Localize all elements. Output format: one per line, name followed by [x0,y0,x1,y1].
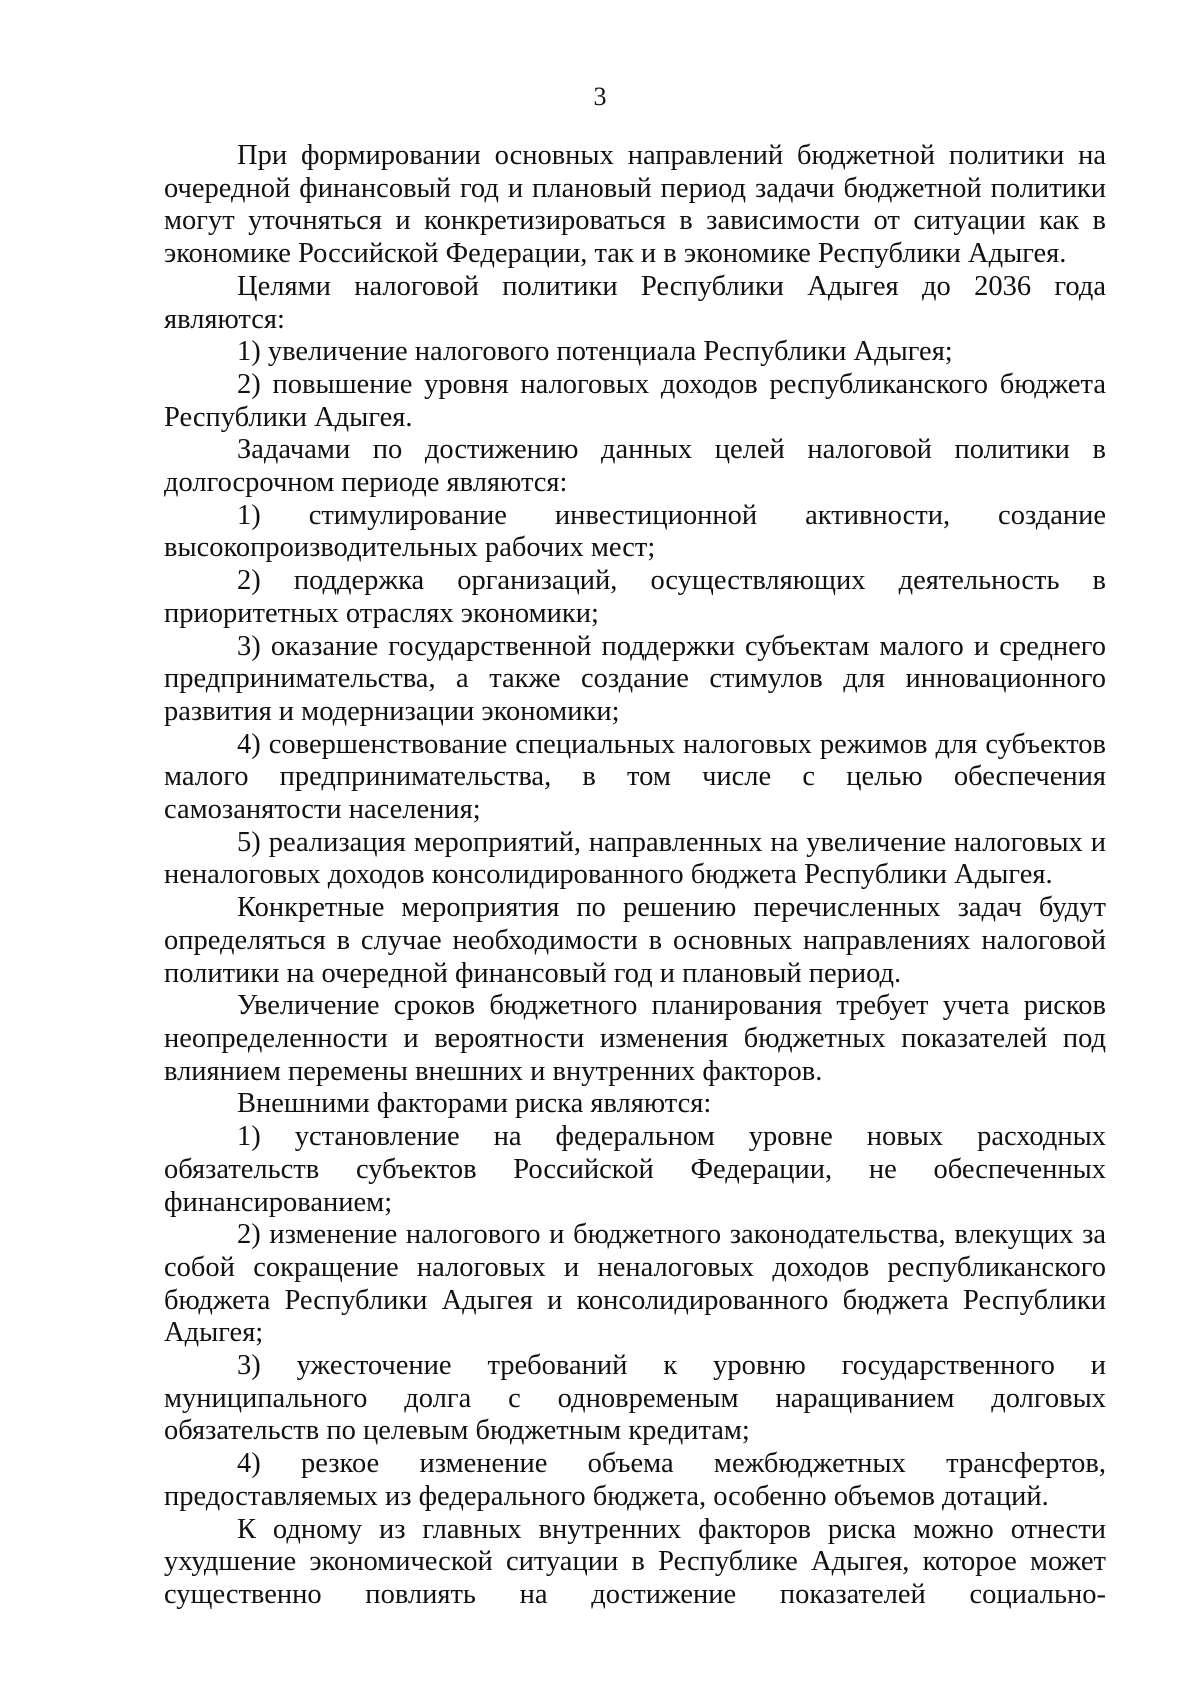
paragraph-specific-measures: Конкретные мероприятия по решению перечисленных задач будут определяться в случае необходимости в основных направлениях налоговой политики на очередной финансовый год и плановый период. [164,892,1106,989]
external-risk-item-1: 1) установление на федеральном уровне новых расходных обязательств субъектов Российской Федерации, не обеспеченных финансированием; [164,1121,1106,1218]
task-item-4: 4) совершенствование специальных налоговых режимов для субъектов малого предпринимательства, в том числе с целью обеспечения самозанятости населения; [164,728,1106,826]
paragraph-tasks-intro: Задачами по достижению данных целей налоговой политики в долгосрочном периоде являются: [164,434,1106,499]
task-item-5: 5) реализация мероприятий, направленных на увеличение налоговых и неналоговых доходов консолидированного бюджета Республики Адыгея. [164,826,1106,891]
paragraph-planning-risks: Увеличение сроков бюджетного планирования требует учета рисков неопределенности и вероятности изменения бюджетных показателей под влиянием перемены внешних и внутренних факторов. [164,990,1106,1087]
paragraph-tax-policy-goals: Целями налоговой политики Республики Адыгея до 2036 года являются: [164,270,1106,335]
external-risk-item-3: 3) ужесточение требований к уровню государственного и муниципального долга с одновременым наращиванием долговых обязательств по целевым бюджетным кредитам; [164,1350,1106,1447]
document-body [164,140,1106,1612]
task-item-1: 1) стимулирование инвестиционной активности, создание высокопроизводительных рабочих мест; [164,499,1106,564]
external-risk-item-4: 4) резкое изменение объема межбюджетных трансфертов, предоставляемых из федерального бюджета, особенно объемов дотаций. [164,1448,1106,1512]
task-item-2: 2) поддержка организаций, осуществляющих деятельность в приоритетных отраслях экономики; [164,565,1106,629]
page-number: 3 [593,82,607,111]
external-risk-item-2: 2) изменение налогового и бюджетного законодательства, влекущих за собой сокращение налоговых и неналоговых доходов республиканского бюджета Республики Адыгея и консолидированного бюджета Республики Адыгея; [164,1219,1106,1349]
paragraph-budget-policy: При формировании основных направлений бюджетной политики на очередной финансовый год и плановый период задачи бюджетной политики могут уточняться и конкретизироваться в зависимости от ситуации как в экономике Российской Федерации, так и в экономике Республики Адыгея. [164,140,1106,270]
paragraph-internal-risks: К одному из главных внутренних факторов риска можно отнести ухудшение экономической ситуации в Республике Адыгея, которое может существенно повлиять на достижение показателей социально- [164,1513,1106,1610]
goal-item-2: 2) повышение уровня налоговых доходов республиканского бюджета Республики Адыгея. [164,368,1106,433]
goal-item-1: 1) увеличение налогового потенциала Республики Адыгея; [237,336,953,368]
task-item-3: 3) оказание государственной поддержки субъектам малого и среднего предпринимательства, а также создание стимулов для инновационного развития и модернизации экономики; [164,630,1106,727]
paragraph-external-risks-intro: Внешними факторами риска являются: [237,1088,712,1120]
